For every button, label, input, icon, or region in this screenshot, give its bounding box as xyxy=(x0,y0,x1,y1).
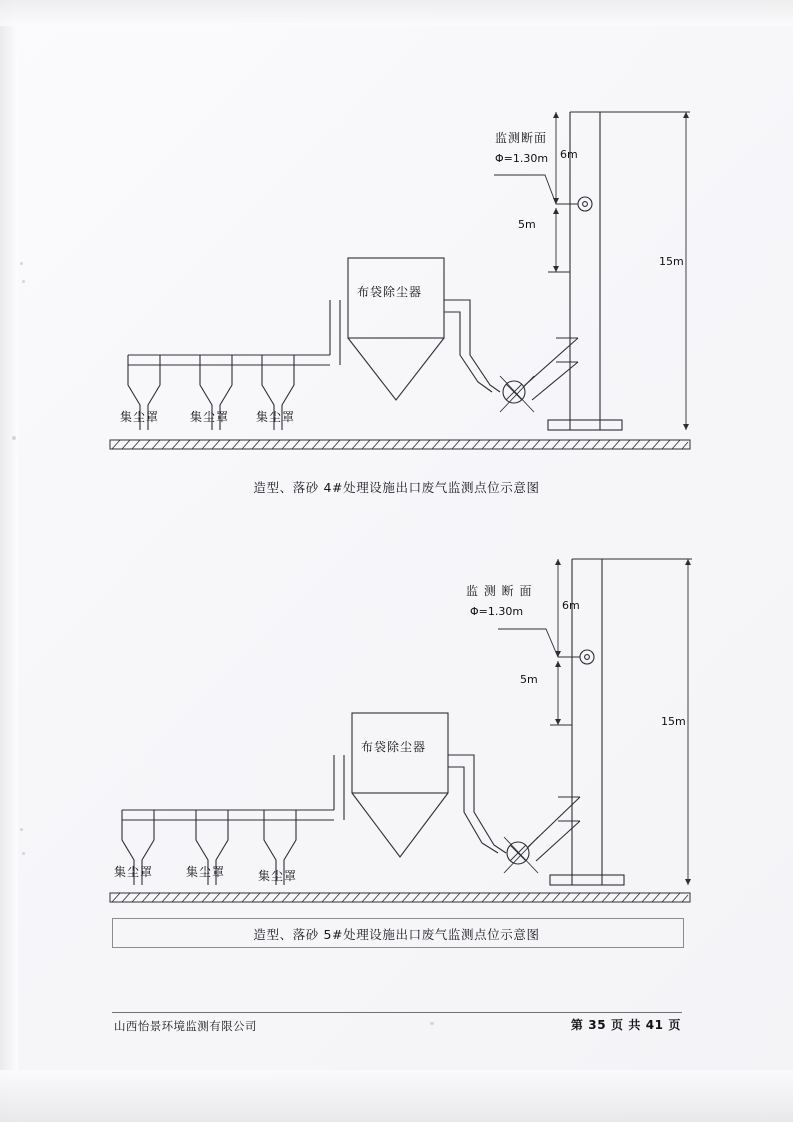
figure-2-diagram xyxy=(0,545,793,945)
outlet-duct xyxy=(448,755,506,853)
hood-label-2: 集尘罩 xyxy=(190,410,230,424)
scan-edge-top xyxy=(0,0,793,26)
scan-edge-bottom xyxy=(0,1070,793,1122)
hood-label-1: 集尘罩 xyxy=(114,865,154,879)
collection-duct xyxy=(128,300,340,365)
dimension-5m-label: 5m xyxy=(520,673,538,686)
dimension-6m xyxy=(553,112,559,204)
ground-line xyxy=(110,893,690,902)
dimension-15m-label: 15m xyxy=(659,255,684,268)
figure-1-svg xyxy=(0,100,793,500)
bag-dust-collector xyxy=(348,258,444,400)
footer-pagination: 第 35 页 共 41 页 xyxy=(570,1018,681,1032)
hood-label-3: 集尘罩 xyxy=(258,869,298,883)
dimension-6m xyxy=(555,559,561,657)
dust-collector-label: 布袋除尘器 xyxy=(361,740,427,754)
section-title-label: 监测断面 xyxy=(495,131,548,145)
dimension-6m-label: 6m xyxy=(560,148,578,161)
footer-divider xyxy=(112,1012,682,1013)
hood-label-2: 集尘罩 xyxy=(186,865,226,879)
dimension-5m xyxy=(548,208,570,272)
figure-1-caption: 造型、落砂 4#处理设施出口废气监测点位示意图 xyxy=(253,480,540,495)
dimension-5m-label: 5m xyxy=(518,218,536,231)
dimension-6m-label: 6m xyxy=(562,599,580,612)
hood-label-1: 集尘罩 xyxy=(120,410,160,424)
figure-2-svg xyxy=(0,545,793,945)
section-title-label: 监 测 断 面 xyxy=(466,584,533,598)
diameter-label: Φ=1.30m xyxy=(470,605,524,618)
dimension-15m xyxy=(600,112,690,430)
collection-duct xyxy=(122,755,344,820)
figure-1-diagram xyxy=(0,100,793,500)
diameter-label: Φ=1.30m xyxy=(495,152,549,165)
dimension-15m-label: 15m xyxy=(661,715,686,728)
section-leader-line xyxy=(494,175,578,204)
sampling-port xyxy=(580,650,594,664)
hood-label-3: 集尘罩 xyxy=(256,410,296,424)
ground-line xyxy=(110,440,690,449)
section-leader-line xyxy=(498,629,580,657)
figure-2-caption: 造型、落砂 5#处理设施出口废气监测点位示意图 xyxy=(253,927,540,942)
dust-collector-label: 布袋除尘器 xyxy=(357,285,423,299)
bag-dust-collector xyxy=(352,713,448,857)
footer-company: 山西怡景环境监测有限公司 xyxy=(114,1019,257,1033)
sampling-port xyxy=(578,197,592,211)
dimension-5m xyxy=(550,661,572,725)
outlet-duct xyxy=(444,300,500,392)
scan-speck xyxy=(430,1022,434,1025)
